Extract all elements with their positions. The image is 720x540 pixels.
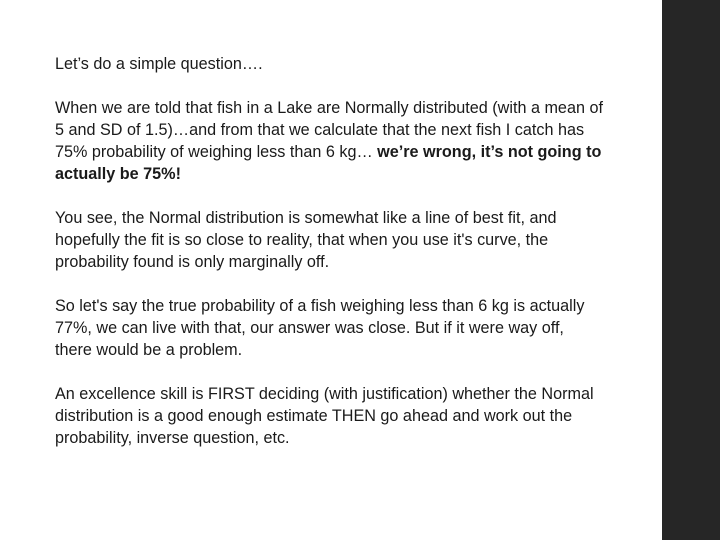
fish-example-emphasis: we’re wrong, it’s not going to actually be 75%! bbox=[55, 143, 602, 183]
slide-content bbox=[55, 53, 605, 449]
paragraph-true-probability: So let's say the true probability of a fish weighing less than 6 kg is actually 77%, we can live with that, our answer was close. But if it were way off, there would be a problem. bbox=[55, 297, 585, 359]
fish-example-text: When we are told that fish in a Lake are Normally distributed (with a mean of 5 and SD of 1.5)…and from that we calculate that the next fish I catch has 75% probability of weighing less than 6 kg… bbox=[55, 99, 603, 161]
paragraph-excellence-skill: An excellence skill is FIRST deciding (with justification) whether the Normal distribution is a good enough estimate THEN go ahead and work out the probability, inverse question, etc. bbox=[55, 385, 594, 447]
paragraph-line-of-best-fit: You see, the Normal distribution is somewhat like a line of best fit, and hopefully the fit is so close to reality, that when you use it's curve, the probability found is only marginally off. bbox=[55, 209, 557, 271]
paragraph-fish-example bbox=[55, 97, 605, 185]
intro-line: Let’s do a simple question…. bbox=[55, 55, 263, 73]
dark-sidebar-band bbox=[662, 0, 720, 540]
